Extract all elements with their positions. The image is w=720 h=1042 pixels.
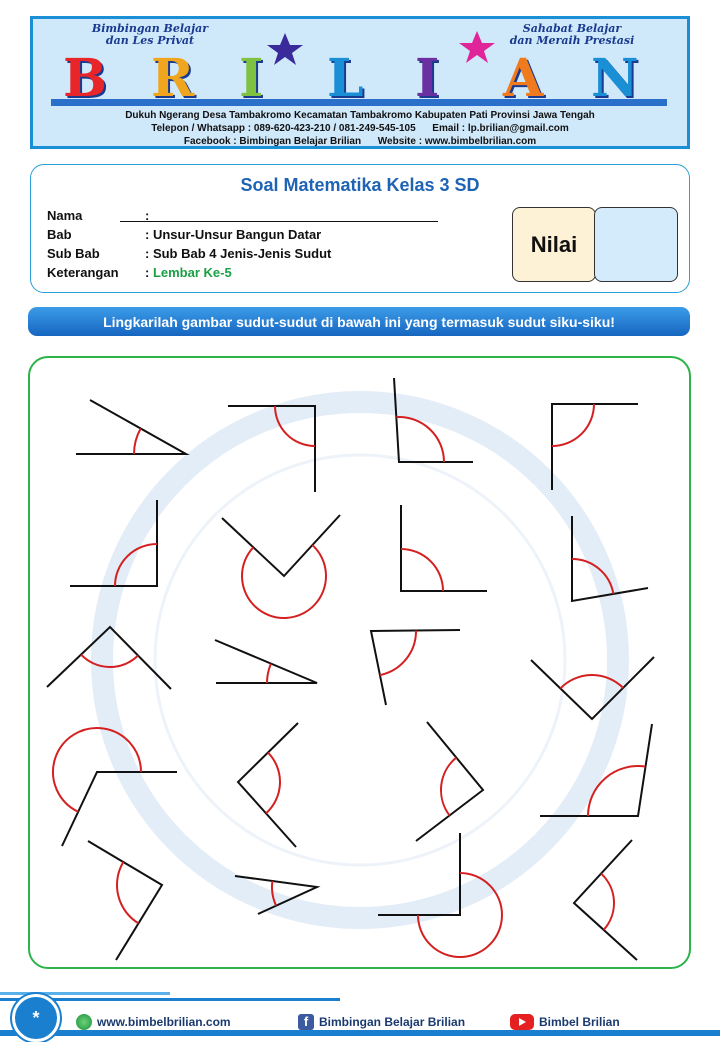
logo-letter: N — [591, 48, 639, 109]
tagline-right: Sahabat Belajar dan Meraih Prestasi — [509, 22, 635, 47]
angle-rays[interactable] — [552, 404, 638, 490]
logo-letter: L — [327, 48, 364, 109]
logo-letter: B — [63, 48, 107, 109]
keterangan-label: Keterangan — [47, 265, 119, 280]
footer-facebook-text: Bimbingan Belajar Brilian — [319, 1015, 466, 1029]
contact-text: Telepon / Whatsapp : 089-620-423-210 / 081-249-545-105 Email : lp.brilian@gmail.com — [151, 123, 569, 134]
logo-letter: R — [151, 48, 195, 109]
angle-rays[interactable] — [88, 841, 162, 960]
angle-arc — [401, 549, 443, 591]
youtube-icon — [510, 1014, 534, 1030]
angle-rays[interactable] — [416, 722, 483, 841]
angle-rays[interactable] — [531, 657, 654, 719]
nama-value: : — [145, 208, 150, 223]
watermark-ring — [102, 402, 618, 918]
address-text: Dukuh Ngerang Desa Tambakromo Kecamatan Tambakromo Kabupaten Pati Provinsi Jawa Tengah — [125, 110, 595, 121]
bab-value: : Unsur-Unsur Bangun Datar — [145, 227, 322, 242]
social-text: Facebook : Bimbingan Belajar Brilian Website : www.bimbelbrilian.com — [183, 136, 537, 147]
angle-arc — [267, 664, 271, 683]
footer-youtube-text: Bimbel Brilian — [539, 1015, 620, 1029]
nama-label: Nama — [47, 208, 83, 223]
watermark-ring-inner — [155, 455, 565, 865]
angle-rays[interactable] — [238, 723, 298, 847]
angle-rays[interactable] — [222, 515, 340, 576]
angle-rays[interactable] — [215, 640, 317, 683]
angle-arc — [242, 545, 326, 618]
subbab-label: Sub Bab — [47, 246, 100, 261]
keterangan-colon: : — [145, 265, 153, 280]
angle-arc — [380, 630, 416, 675]
angle-arc — [441, 758, 456, 816]
footer-youtube[interactable] — [510, 1014, 620, 1030]
angle-arc — [601, 874, 614, 930]
instruction-text: Lingkarilah gambar sudut-sudut di bawah ini yang termasuk sudut siku-siku! — [103, 313, 615, 330]
nilai-label: Nilai — [530, 231, 578, 257]
footer-website-text: www.bimbelbrilian.com — [97, 1015, 231, 1029]
angle-arc — [552, 404, 594, 446]
tagline-left: Bimbingan Belajar dan Les Privat — [91, 22, 209, 47]
angle-rays[interactable] — [401, 505, 487, 591]
angle-rays[interactable] — [574, 840, 637, 960]
angle-arc — [117, 862, 138, 923]
footer-star: * — [32, 1007, 40, 1028]
footer-badge — [12, 994, 60, 1042]
footer-facebook[interactable] — [298, 1014, 465, 1030]
angle-arc — [134, 429, 141, 454]
angle-arc — [266, 753, 280, 814]
facebook-icon: f — [298, 1014, 314, 1030]
logo-letter: A — [503, 48, 544, 109]
angle-rays[interactable] — [76, 400, 186, 454]
logo-letter: I — [415, 48, 440, 109]
page-title: Soal Matematika Kelas 3 SD — [240, 175, 480, 195]
keterangan-value: Lembar Ke-5 — [152, 265, 232, 280]
bab-label: Bab — [47, 227, 72, 242]
footer-website[interactable] — [76, 1014, 231, 1030]
logo-letter: I — [239, 48, 264, 109]
globe-icon — [76, 1014, 92, 1030]
subbab-value: : Sub Bab 4 Jenis-Jenis Sudut — [145, 246, 332, 261]
